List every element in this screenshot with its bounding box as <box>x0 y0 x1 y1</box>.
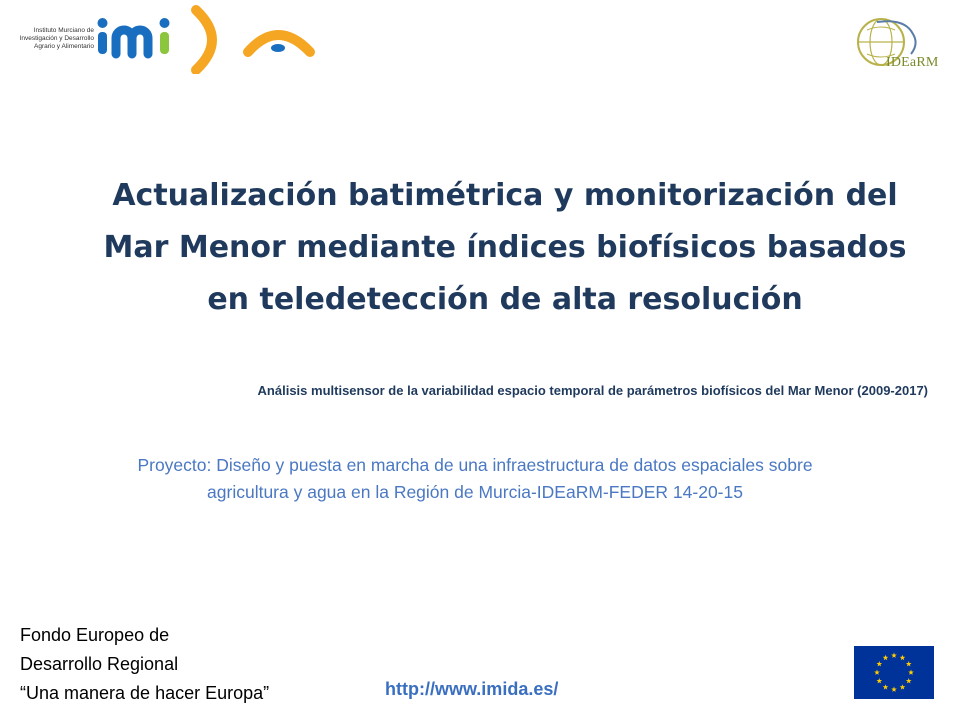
imida-institute-name <box>14 27 94 51</box>
page-title <box>60 170 950 326</box>
title-line: Actualización batimétrica y monitorización del <box>112 178 898 213</box>
subtitle: Análisis multisensor de la variabilidad espacio temporal de parámetros biofísicos del Mar Menor (2009-2017) <box>257 383 928 398</box>
website-link[interactable]: http://www.imida.es/ <box>385 679 559 699</box>
project-line: Proyecto: Diseño y puesta en marcha de una infraestructura de datos espaciales sobre <box>137 455 813 475</box>
fund-statement <box>20 621 269 708</box>
imida-institute-line: Investigación y Desarrollo <box>19 35 94 42</box>
imida-institute-line: Agrario y Alimentario <box>34 43 94 50</box>
project-line: agricultura y agua en la Región de Murcia-IDEaRM-FEDER 14-20-15 <box>207 482 743 502</box>
eu-flag-icon <box>854 646 934 699</box>
title-line: Mar Menor mediante índices biofísicos basados <box>103 230 907 265</box>
fund-line: “Una manera de hacer Europa” <box>20 683 270 703</box>
project-description <box>40 452 910 506</box>
imida-logo <box>96 4 320 74</box>
idearm-caption: IDEaRM <box>886 55 939 70</box>
fund-line: Desarrollo Regional <box>20 654 179 674</box>
fund-line: Fondo Europeo de <box>20 625 170 645</box>
imida-institute-line: Instituto Murciano de <box>33 27 94 34</box>
title-line: en teledetección de alta resolución <box>207 282 803 317</box>
